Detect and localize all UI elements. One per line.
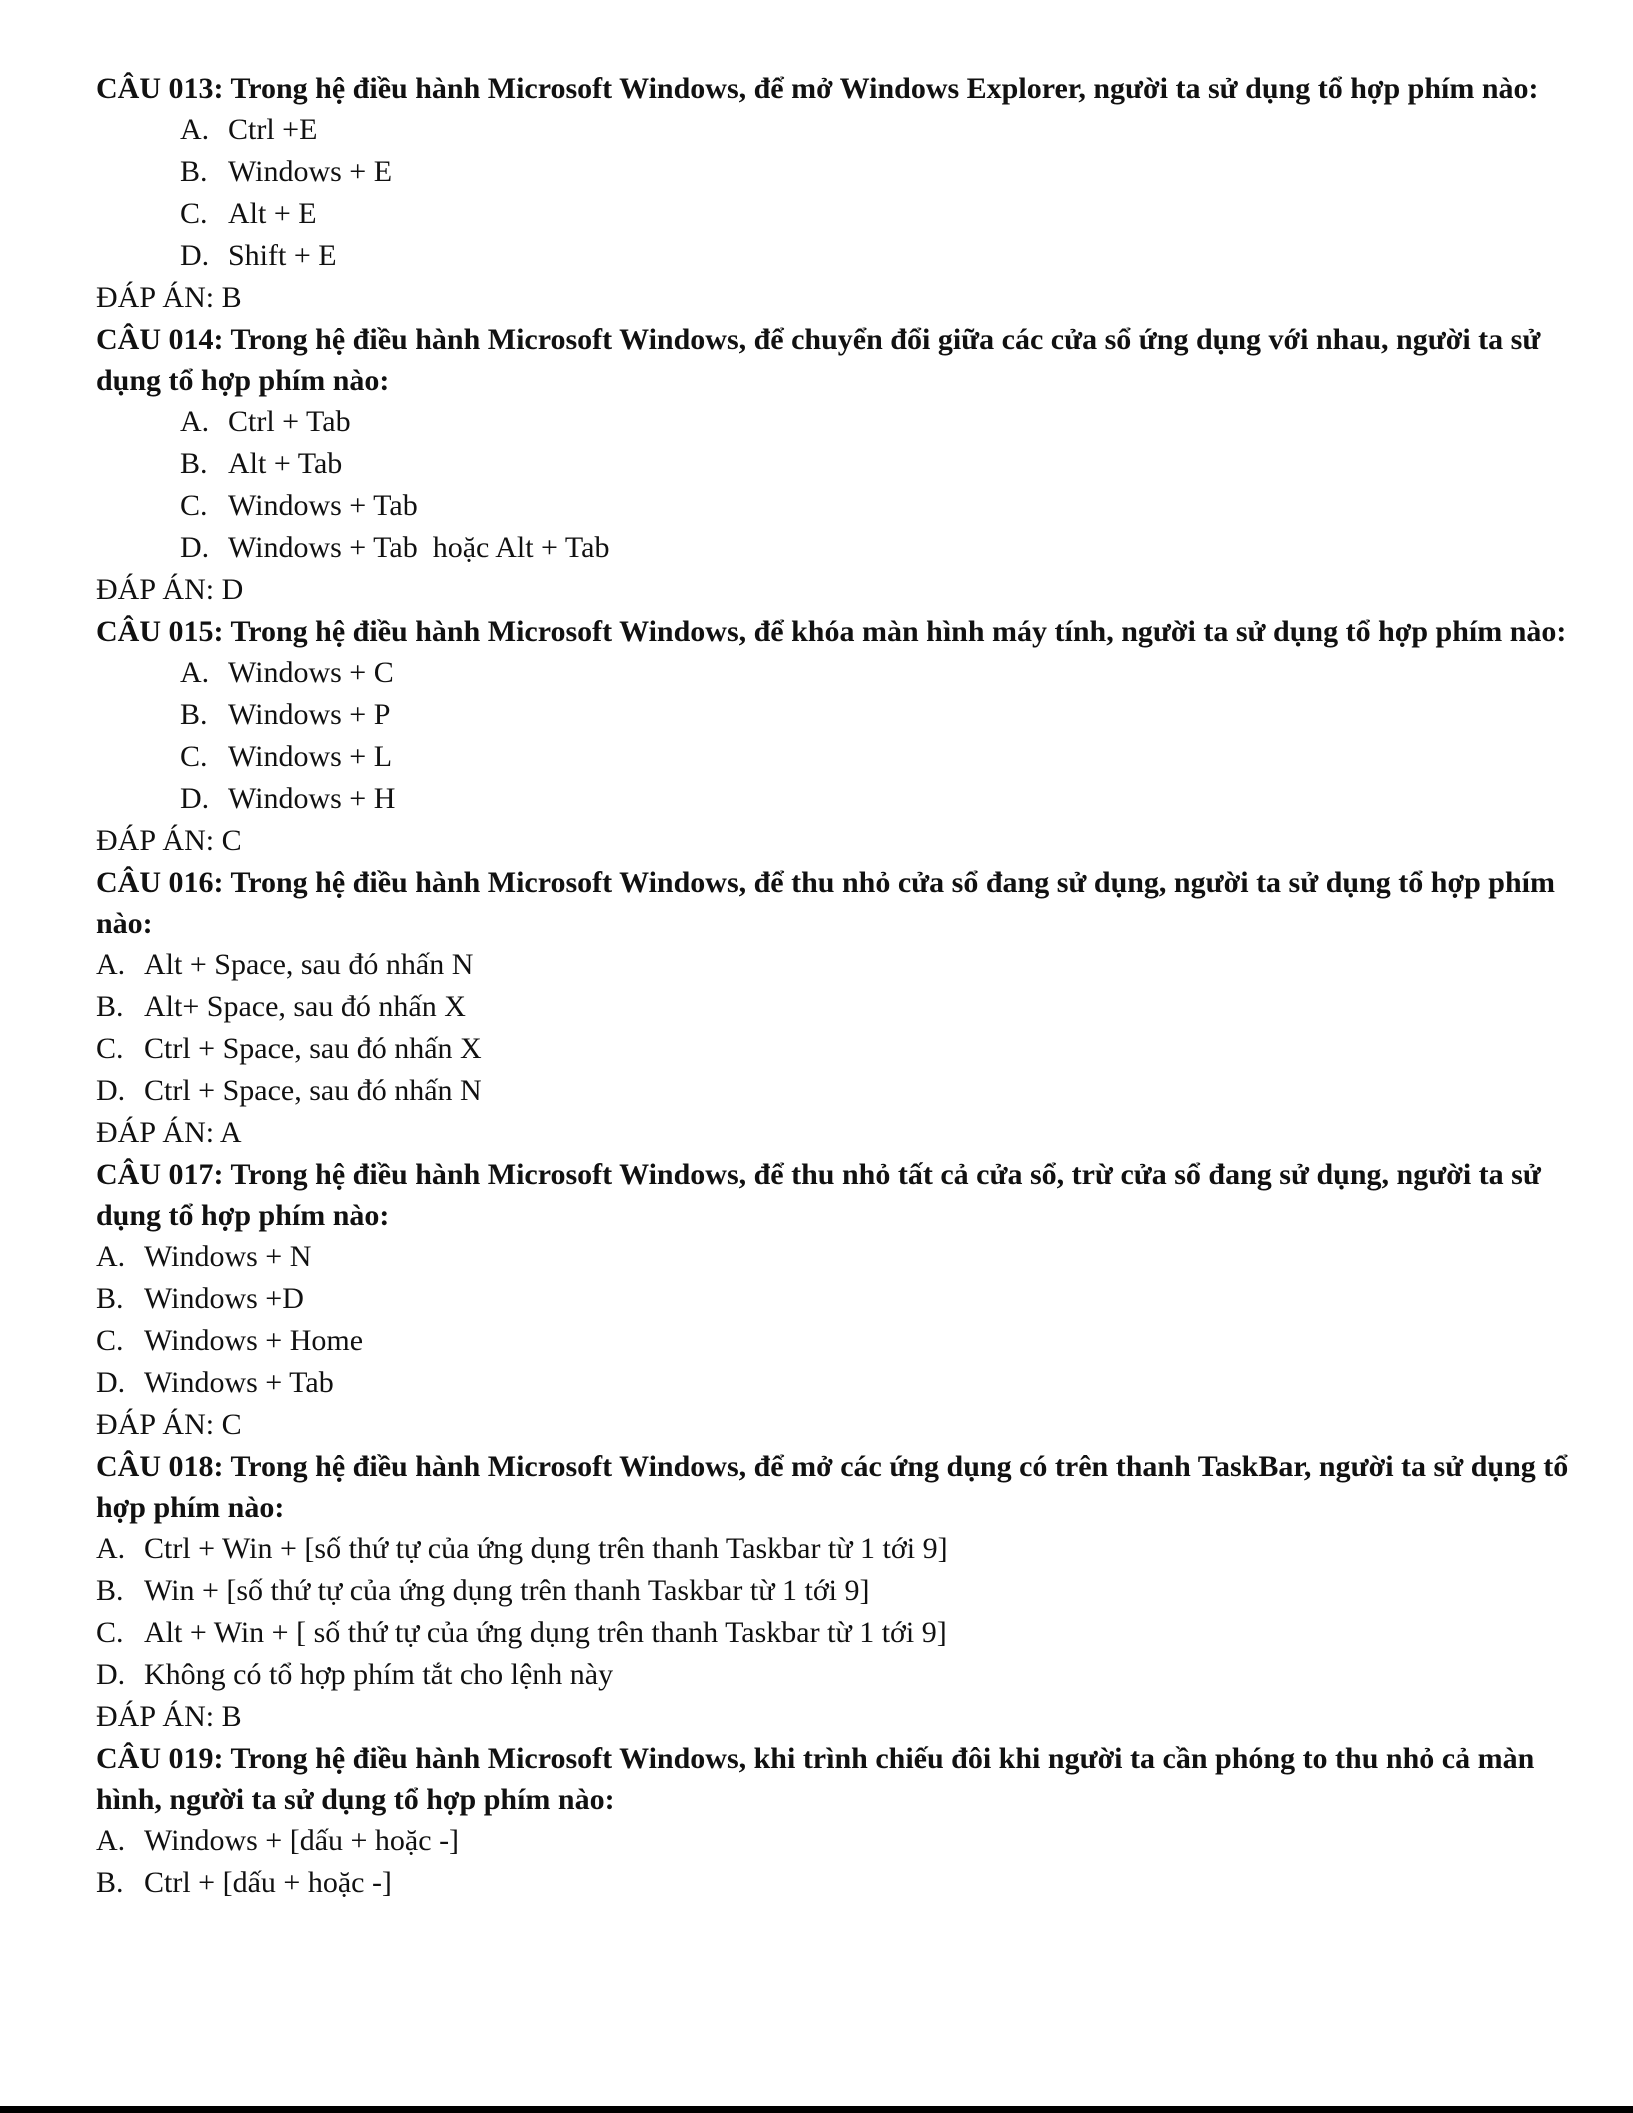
option-letter: D. bbox=[96, 1658, 126, 1691]
option-letter: A. bbox=[180, 405, 210, 438]
option-list bbox=[96, 944, 1576, 1112]
option-b bbox=[96, 694, 1576, 736]
option-text: Windows +D bbox=[144, 1282, 304, 1315]
option-list bbox=[96, 652, 1576, 820]
option-b bbox=[96, 986, 1576, 1028]
option-letter: C. bbox=[96, 1324, 124, 1357]
option-text: Windows + Home bbox=[144, 1324, 364, 1357]
option-letter: B. bbox=[180, 447, 208, 480]
option-text: Ctrl + Space, sau đó nhấn N bbox=[144, 1074, 482, 1107]
answer-line: ĐÁP ÁN: A bbox=[96, 1116, 242, 1149]
option-a bbox=[96, 109, 1576, 151]
option-text: Alt + Space, sau đó nhấn N bbox=[144, 948, 474, 981]
question-text: CÂU 017: Trong hệ điều hành Microsoft Windows, để thu nhỏ tất cả cửa sổ, trừ cửa sổ đang sử dụng, người ta sử dụng tổ hợp phím nào: bbox=[96, 1158, 1541, 1232]
option-text: Alt + E bbox=[228, 197, 317, 230]
question-block bbox=[96, 319, 1576, 611]
option-text: Windows + L bbox=[228, 740, 393, 773]
option-letter: C. bbox=[180, 489, 208, 522]
option-b bbox=[96, 1278, 1576, 1320]
option-text: Shift + E bbox=[228, 239, 337, 272]
option-list bbox=[96, 109, 1576, 277]
option-a bbox=[96, 401, 1576, 443]
question-text: CÂU 019: Trong hệ điều hành Microsoft Windows, khi trình chiếu đôi khi người ta cần phóng to thu nhỏ cả màn hình, người ta sử dụng tổ hợp phím nào: bbox=[96, 1742, 1535, 1816]
option-letter: A. bbox=[96, 948, 126, 981]
option-list bbox=[96, 401, 1576, 569]
option-text: Alt+ Space, sau đó nhấn X bbox=[144, 990, 466, 1023]
option-b bbox=[96, 443, 1576, 485]
option-letter: A. bbox=[180, 656, 210, 689]
document-page bbox=[96, 68, 1576, 1904]
question-block bbox=[96, 862, 1576, 1154]
option-text: Ctrl + [dấu + hoặc -] bbox=[144, 1866, 392, 1899]
option-letter: A. bbox=[96, 1824, 126, 1857]
option-letter: C. bbox=[96, 1032, 124, 1065]
option-letter: B. bbox=[96, 1574, 124, 1607]
option-text: Ctrl + Tab bbox=[228, 405, 351, 438]
option-letter: A. bbox=[96, 1240, 126, 1273]
option-text: Windows + P bbox=[228, 698, 391, 731]
option-letter: D. bbox=[180, 531, 210, 564]
question-text: CÂU 014: Trong hệ điều hành Microsoft Windows, để chuyển đổi giữa các cửa sổ ứng dụng với nhau, người ta sử dụng tổ hợp phím nào: bbox=[96, 323, 1541, 397]
option-c bbox=[96, 485, 1576, 527]
answer-line: ĐÁP ÁN: D bbox=[96, 573, 244, 606]
option-text: Windows + Tab hoặc Alt + Tab bbox=[228, 531, 610, 564]
option-d bbox=[96, 527, 1576, 569]
option-text: Windows + Tab bbox=[228, 489, 418, 522]
option-text: Windows + [dấu + hoặc -] bbox=[144, 1824, 460, 1857]
option-c bbox=[96, 736, 1576, 778]
answer-line: ĐÁP ÁN: B bbox=[96, 1700, 242, 1733]
option-text: Alt + Tab bbox=[228, 447, 343, 480]
option-text: Ctrl +E bbox=[228, 113, 318, 146]
option-d bbox=[96, 778, 1576, 820]
question-block bbox=[96, 1738, 1576, 1904]
option-text: Win + [số thứ tự của ứng dụng trên thanh Taskbar từ 1 tới 9] bbox=[144, 1574, 870, 1607]
option-text: Windows + E bbox=[228, 155, 393, 188]
option-c bbox=[96, 1028, 1576, 1070]
option-c bbox=[96, 193, 1576, 235]
option-a bbox=[96, 1236, 1576, 1278]
question-block bbox=[96, 1446, 1576, 1738]
option-letter: B. bbox=[180, 698, 208, 731]
option-list bbox=[96, 1528, 1576, 1696]
question-text: CÂU 016: Trong hệ điều hành Microsoft Windows, để thu nhỏ cửa sổ đang sử dụng, người ta sử dụng tổ hợp phím nào: bbox=[96, 866, 1555, 940]
option-d bbox=[96, 1654, 1576, 1696]
option-letter: D. bbox=[96, 1074, 126, 1107]
option-b bbox=[96, 1862, 1576, 1904]
option-letter: B. bbox=[180, 155, 208, 188]
option-letter: D. bbox=[180, 239, 210, 272]
option-a bbox=[96, 1528, 1576, 1570]
page-bottom-rule bbox=[0, 2106, 1633, 2113]
question-text: CÂU 015: Trong hệ điều hành Microsoft Windows, để khóa màn hình máy tính, người ta sử dụng tổ hợp phím nào: bbox=[96, 615, 1567, 648]
option-text: Windows + Tab bbox=[144, 1366, 334, 1399]
option-a bbox=[96, 1820, 1576, 1862]
option-letter: C. bbox=[96, 1616, 124, 1649]
option-text: Alt + Win + [ số thứ tự của ứng dụng trên thanh Taskbar từ 1 tới 9] bbox=[144, 1616, 947, 1649]
option-letter: A. bbox=[180, 113, 210, 146]
option-d bbox=[96, 1362, 1576, 1404]
option-letter: D. bbox=[180, 782, 210, 815]
option-a bbox=[96, 944, 1576, 986]
option-list bbox=[96, 1236, 1576, 1404]
option-letter: A. bbox=[96, 1532, 126, 1565]
option-b bbox=[96, 151, 1576, 193]
answer-line: ĐÁP ÁN: C bbox=[96, 824, 242, 857]
question-block bbox=[96, 68, 1576, 319]
question-text: CÂU 018: Trong hệ điều hành Microsoft Windows, để mở các ứng dụng có trên thanh TaskBar, người ta sử dụng tổ hợp phím nào: bbox=[96, 1450, 1569, 1524]
question-block bbox=[96, 611, 1576, 862]
option-letter: B. bbox=[96, 1282, 124, 1315]
option-text: Windows + C bbox=[228, 656, 394, 689]
option-text: Windows + H bbox=[228, 782, 396, 815]
option-text: Ctrl + Win + [số thứ tự của ứng dụng trên thanh Taskbar từ 1 tới 9] bbox=[144, 1532, 948, 1565]
option-letter: C. bbox=[180, 197, 208, 230]
option-letter: B. bbox=[96, 1866, 124, 1899]
option-a bbox=[96, 652, 1576, 694]
option-text: Không có tổ hợp phím tắt cho lệnh này bbox=[144, 1658, 614, 1691]
option-letter: D. bbox=[96, 1366, 126, 1399]
option-c bbox=[96, 1612, 1576, 1654]
option-text: Ctrl + Space, sau đó nhấn X bbox=[144, 1032, 482, 1065]
option-c bbox=[96, 1320, 1576, 1362]
option-b bbox=[96, 1570, 1576, 1612]
option-text: Windows + N bbox=[144, 1240, 312, 1273]
answer-line: ĐÁP ÁN: B bbox=[96, 281, 242, 314]
option-letter: C. bbox=[180, 740, 208, 773]
question-block bbox=[96, 1154, 1576, 1446]
option-d bbox=[96, 1070, 1576, 1112]
answer-line: ĐÁP ÁN: C bbox=[96, 1408, 242, 1441]
question-text: CÂU 013: Trong hệ điều hành Microsoft Windows, để mở Windows Explorer, người ta sử dụng tổ hợp phím nào: bbox=[96, 72, 1539, 105]
option-letter: B. bbox=[96, 990, 124, 1023]
option-d bbox=[96, 235, 1576, 277]
option-list bbox=[96, 1820, 1576, 1904]
